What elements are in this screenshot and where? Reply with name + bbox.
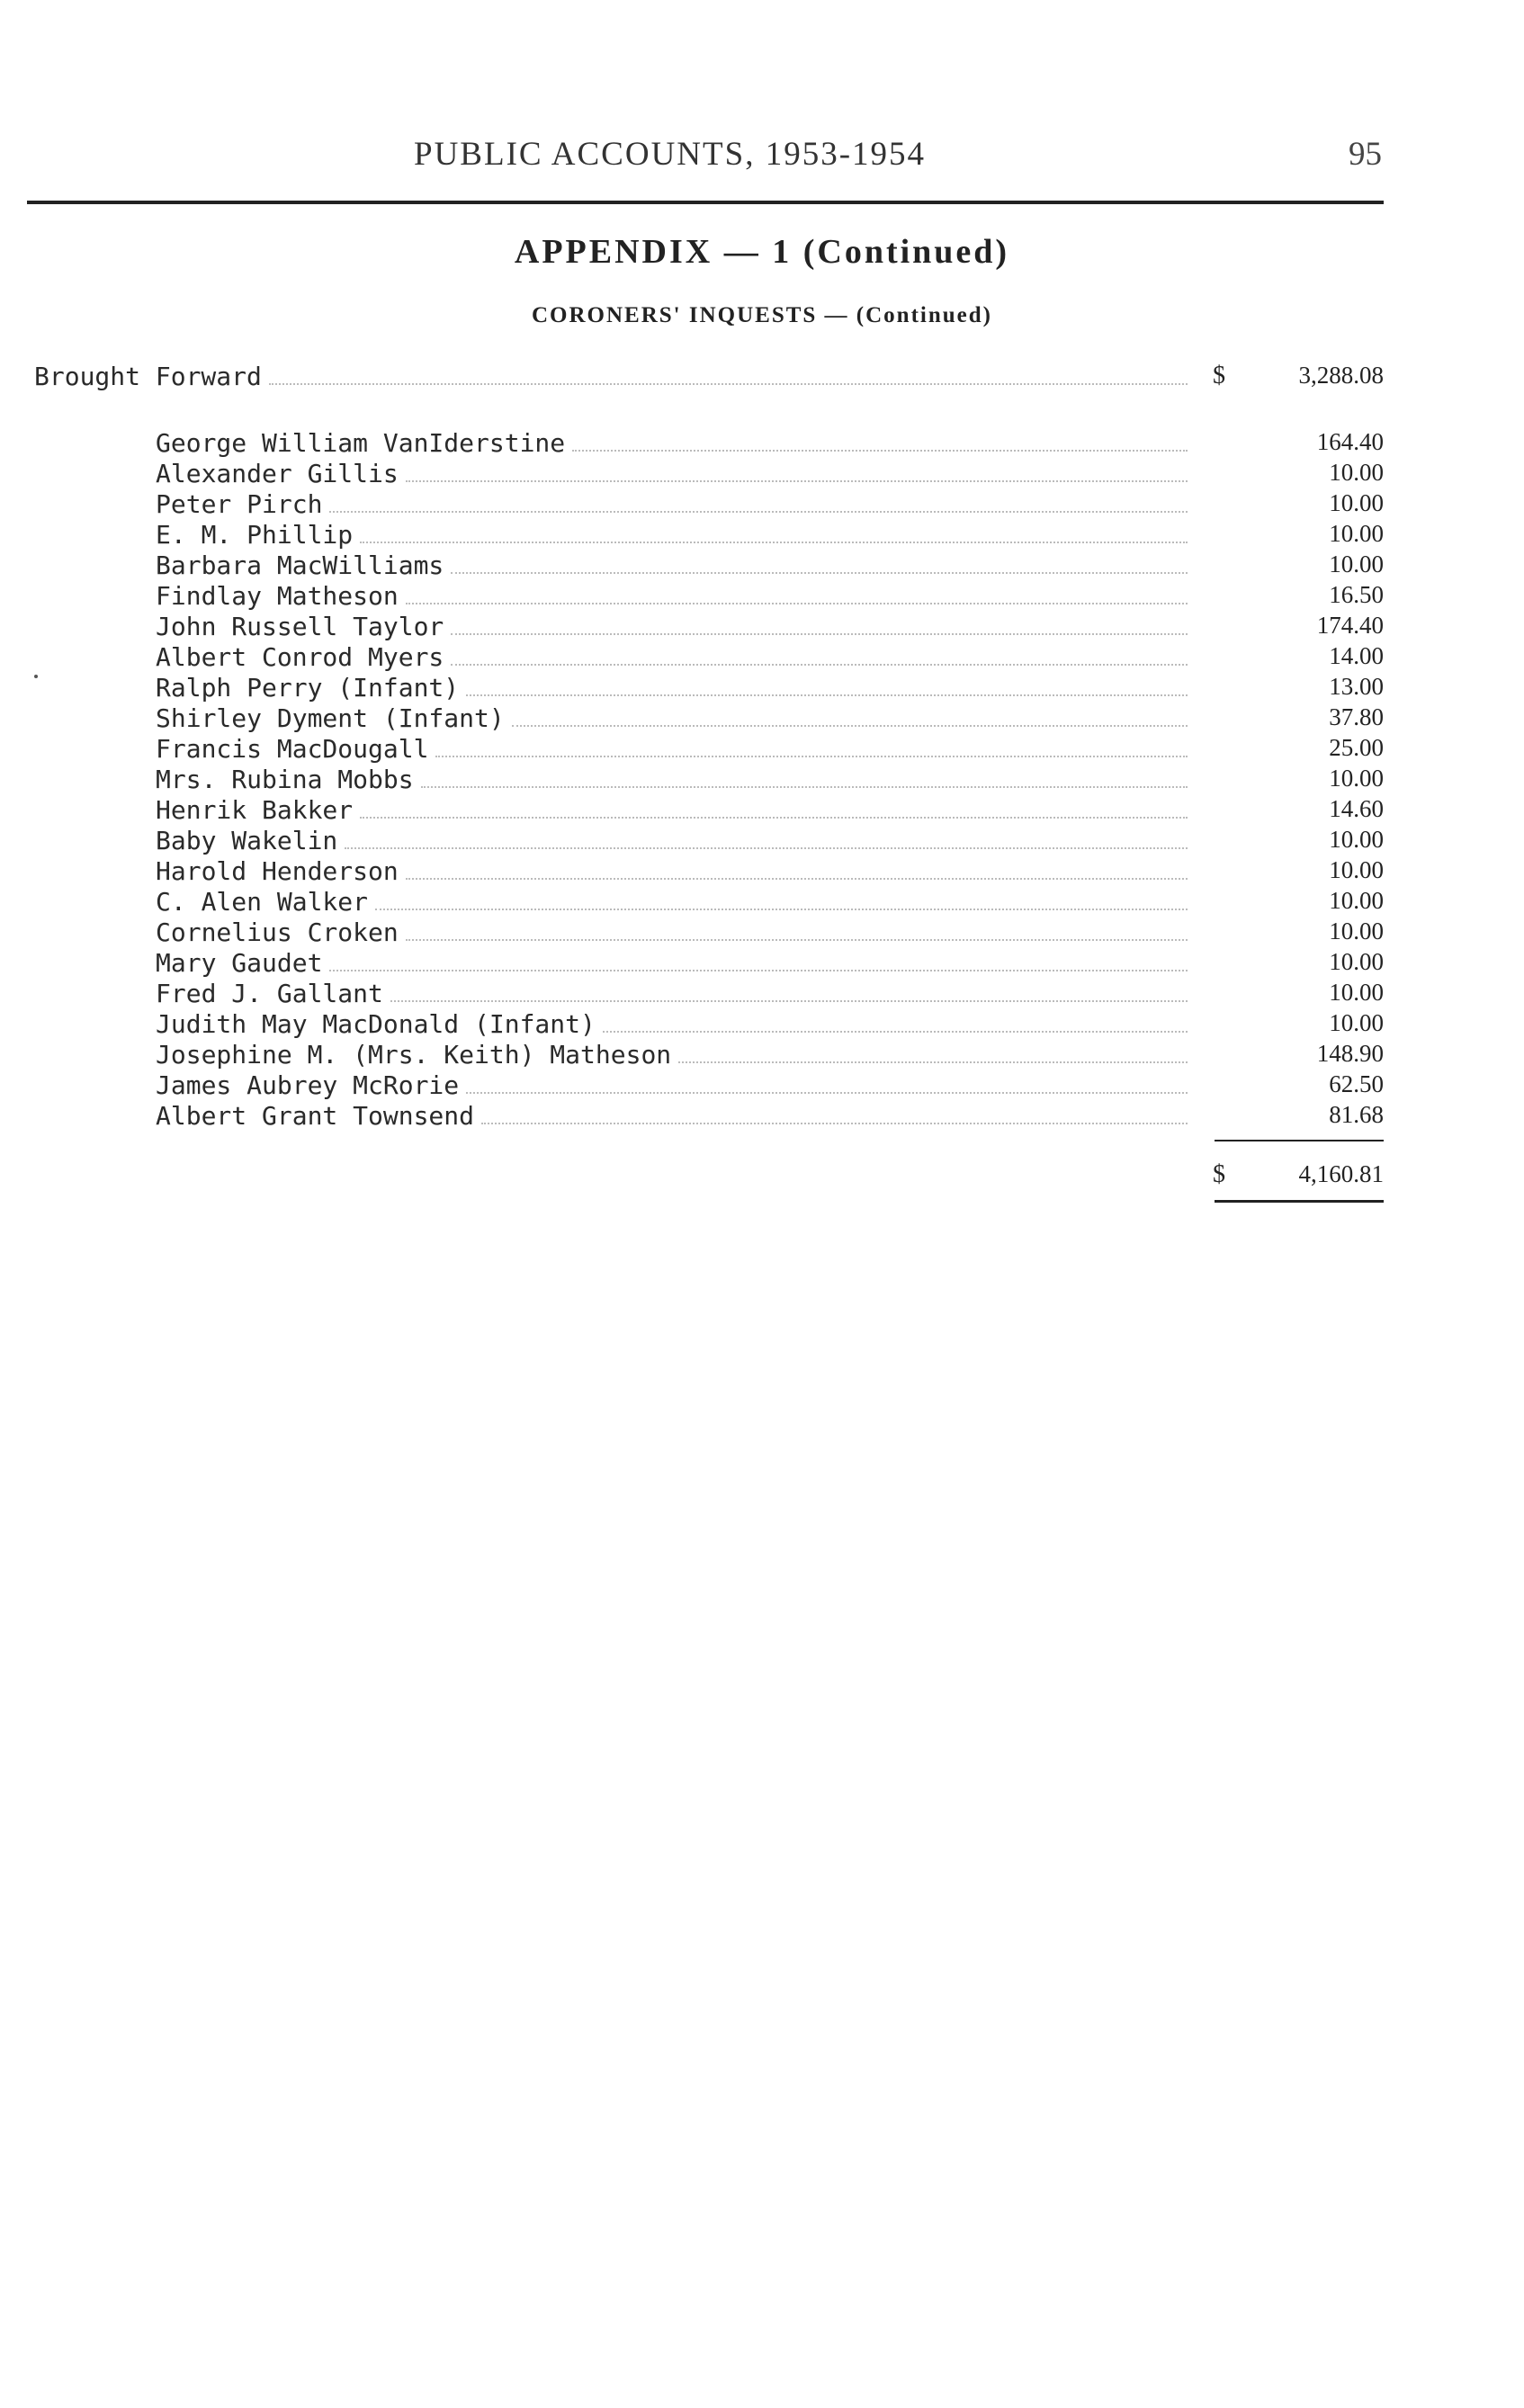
dot-leader (329, 970, 1188, 971)
inquest-name: Findlay Matheson (156, 581, 399, 611)
total-currency: $ (1213, 1160, 1225, 1188)
inquest-name: George William VanIderstine (156, 428, 566, 458)
dot-leader (360, 817, 1188, 819)
inquest-amount: 10.00 (1329, 918, 1384, 944)
inquest-name: Mrs. Rubina Mobbs (156, 765, 414, 794)
inquest-name: Harold Henderson (156, 856, 399, 886)
inquest-row (156, 1040, 1188, 1070)
total-rule-bottom (1215, 1200, 1384, 1203)
inquest-name: Albert Grant Townsend (156, 1101, 475, 1131)
inquest-name: Judith May MacDonald (Infant) (156, 1009, 596, 1039)
inquest-amount: 10.00 (1329, 979, 1384, 1006)
inquest-row (156, 459, 1188, 489)
inquest-row (156, 551, 1188, 581)
dot-leader (345, 847, 1188, 849)
inquest-row (156, 642, 1188, 673)
dot-leader (451, 633, 1188, 635)
appendix-title: APPENDIX — 1 (Continued) (514, 233, 1010, 271)
inquest-row (156, 1101, 1188, 1132)
inquest-row (156, 795, 1188, 826)
inquest-row (156, 918, 1188, 948)
dot-leader (406, 603, 1188, 604)
inquest-name: John Russell Taylor (156, 612, 444, 641)
inquest-row (156, 856, 1188, 887)
inquest-name: Mary Gaudet (156, 948, 323, 978)
inquest-name: Baby Wakelin (156, 826, 338, 855)
inquest-amount: 37.80 (1329, 703, 1384, 730)
dot-leader (451, 572, 1188, 574)
dot-leader (390, 1000, 1188, 1002)
total-rule-top (1215, 1140, 1384, 1141)
inquest-amount: 16.50 (1329, 581, 1384, 608)
inquest-name: James Aubrey McRorie (156, 1070, 460, 1100)
inquest-row (156, 1070, 1188, 1101)
inquest-name: Albert Conrod Myers (156, 642, 444, 672)
inquest-name: Cornelius Croken (156, 918, 399, 947)
inquest-amount: 62.50 (1329, 1070, 1384, 1097)
inquest-row (156, 979, 1188, 1009)
dot-leader (466, 694, 1188, 696)
inquest-name: Shirley Dyment (Infant) (156, 703, 505, 733)
inquest-amount: 10.00 (1329, 551, 1384, 577)
inquest-row (156, 581, 1188, 612)
inquest-name: Henrik Bakker (156, 795, 354, 825)
inquest-amount: 81.68 (1329, 1101, 1384, 1128)
dot-leader (481, 1123, 1188, 1124)
dot-leader (406, 480, 1188, 482)
dot-leader (572, 450, 1188, 452)
total-amount: 4,160.81 (1298, 1160, 1384, 1187)
inquest-amount: 10.00 (1329, 765, 1384, 792)
inquest-name: Josephine M. (Mrs. Keith) Matheson (156, 1040, 672, 1070)
inquest-amount: 10.00 (1329, 489, 1384, 516)
inquest-amount: 13.00 (1329, 673, 1384, 700)
brought-forward-currency: $ (1213, 362, 1225, 389)
inquest-name: Ralph Perry (Infant) (156, 673, 460, 703)
section-title: CORONERS' INQUESTS — (Continued) (531, 303, 992, 327)
dot-leader (435, 756, 1188, 757)
brought-forward-row (34, 362, 1188, 392)
dot-leader (406, 878, 1188, 880)
inquest-name: Fred J. Gallant (156, 979, 383, 1008)
scan-speck (34, 675, 38, 678)
inquest-name: Francis MacDougall (156, 734, 429, 764)
inquest-name: Alexander Gillis (156, 459, 399, 488)
running-head (0, 135, 1524, 180)
inquest-row (156, 1009, 1188, 1040)
dot-leader (512, 725, 1188, 727)
dot-leader (360, 542, 1188, 543)
inquest-name: Barbara MacWilliams (156, 551, 444, 580)
dot-leader (466, 1092, 1188, 1094)
inquest-row (156, 428, 1188, 459)
inquest-name: Peter Pirch (156, 489, 323, 519)
inquest-row (156, 948, 1188, 979)
inquest-name: E. M. Phillip (156, 520, 354, 550)
inquest-amount: 14.60 (1329, 795, 1384, 822)
inquest-amount: 25.00 (1329, 734, 1384, 761)
dot-leader (406, 939, 1188, 941)
inquest-amount: 148.90 (1316, 1040, 1384, 1067)
dot-leader (451, 664, 1188, 666)
inquest-row (156, 673, 1188, 703)
inquest-amount: 10.00 (1329, 1009, 1384, 1036)
inquest-amount: 10.00 (1329, 948, 1384, 975)
dot-leader (329, 511, 1188, 513)
page-number: 95 (1349, 136, 1382, 173)
dot-leader (375, 909, 1188, 910)
inquest-row (156, 887, 1188, 918)
inquest-amount: 10.00 (1329, 856, 1384, 883)
inquest-row (156, 489, 1188, 520)
inquest-amount: 14.00 (1329, 642, 1384, 669)
inquest-row (156, 765, 1188, 795)
inquest-amount: 164.40 (1316, 428, 1384, 455)
inquest-row (156, 826, 1188, 856)
dot-leader (421, 786, 1188, 788)
brought-forward-label: Brought Forward (34, 362, 262, 391)
inquest-amount: 10.00 (1329, 826, 1384, 853)
inquest-row (156, 612, 1188, 642)
inquest-amount: 10.00 (1329, 459, 1384, 486)
inquest-amount: 174.40 (1316, 612, 1384, 639)
brought-forward-amount: 3,288.08 (1298, 362, 1384, 389)
inquest-amount: 10.00 (1329, 520, 1384, 547)
inquest-amount: 10.00 (1329, 887, 1384, 914)
dot-leader (269, 383, 1188, 385)
inquest-row (156, 520, 1188, 551)
header-rule (27, 201, 1384, 204)
inquest-row (156, 703, 1188, 734)
dot-leader (678, 1061, 1188, 1063)
running-title: PUBLIC ACCOUNTS, 1953-1954 (414, 136, 927, 173)
inquest-row (156, 734, 1188, 765)
inquest-name: C. Alen Walker (156, 887, 369, 917)
dot-leader (603, 1031, 1188, 1033)
